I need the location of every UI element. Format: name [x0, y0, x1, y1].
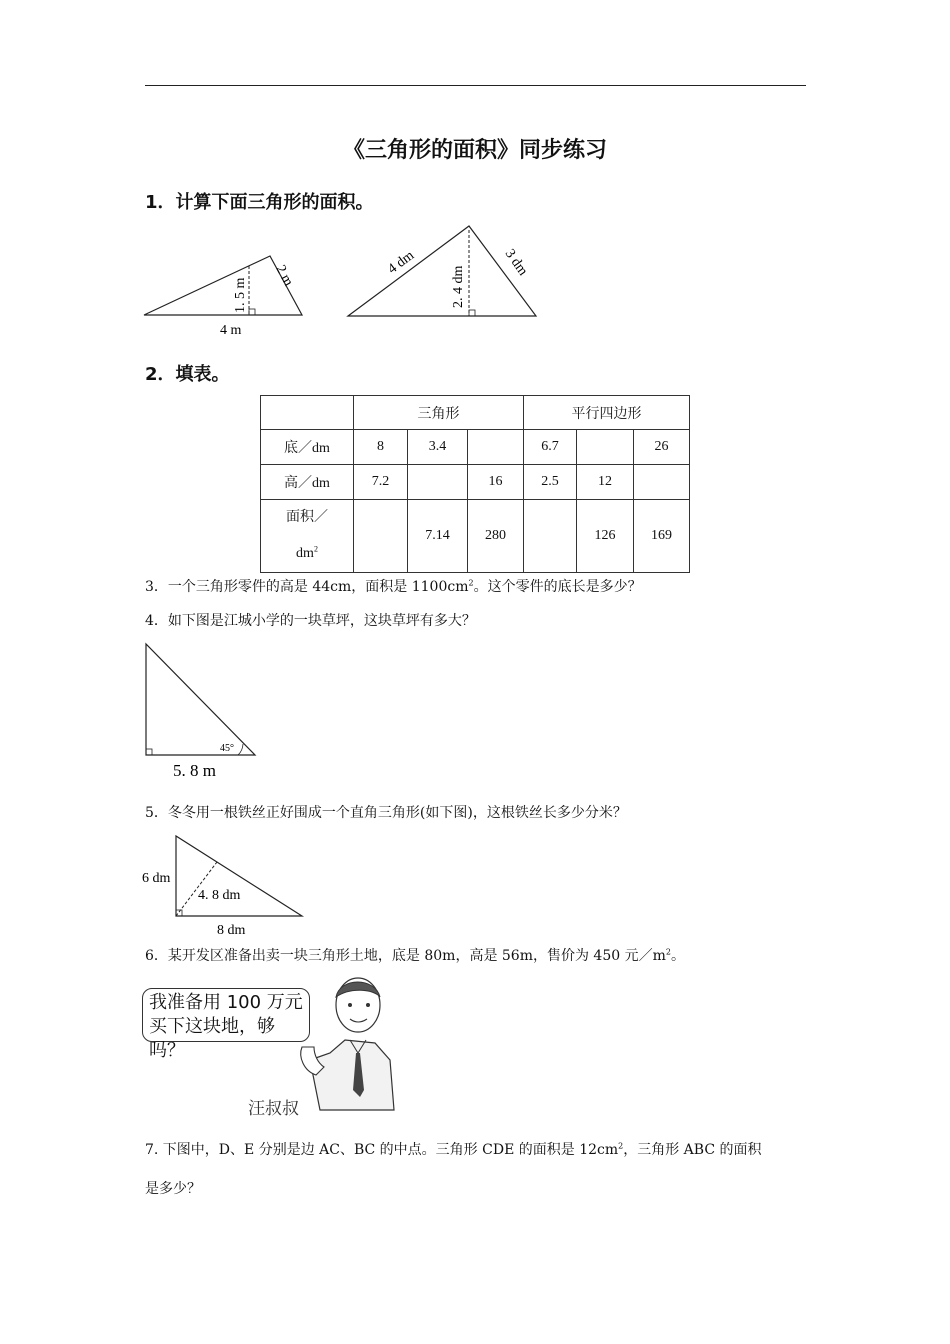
q6-text — [145, 946, 685, 966]
uncle-illustration — [290, 975, 400, 1115]
speech-line-2: 买下这块地，够吗？ — [149, 1016, 275, 1061]
q3-sup: 2 — [468, 578, 474, 588]
table-cell: 6.7 — [524, 430, 577, 465]
table-row — [261, 430, 690, 465]
row-label-area — [261, 500, 354, 573]
table-cell — [524, 500, 577, 573]
q6-text-b: 。 — [670, 948, 685, 964]
table-cell — [468, 430, 524, 465]
table-cell: 16 — [468, 465, 524, 500]
table-cell: 2.5 — [524, 465, 577, 500]
q6-sup: 2 — [665, 947, 671, 957]
table-cell: 280 — [468, 500, 524, 573]
q4-base-label: 5. 8 m — [173, 761, 216, 780]
table-cell — [577, 430, 634, 465]
q4-angle-label: 45° — [220, 743, 234, 754]
table-cell: 3.4 — [408, 430, 468, 465]
q7-text-a: 7. 下图中，D、E 分别是边 AC、BC 的中点。三角形 CDE 的面积是 12cm — [145, 1142, 619, 1158]
q5-left-label: 6 dm — [142, 871, 171, 886]
table-group-triangle: 三角形 — [354, 396, 524, 430]
table-cell: 26 — [634, 430, 690, 465]
q5-text: 5．冬冬用一根铁丝正好围成一个直角三角形(如下图)，这根铁丝长多少分米？ — [145, 805, 627, 821]
table-row — [261, 500, 690, 573]
wire-triangle — [176, 836, 302, 916]
q4-text: 4．如下图是江城小学的一块草坪，这块草坪有多大？ — [145, 613, 476, 629]
right-angle-mark — [146, 749, 152, 755]
q7-line-2: 是多少？ — [145, 1181, 201, 1197]
fill-table — [260, 395, 690, 573]
table-cell: 126 — [577, 500, 634, 573]
table-cell: 8 — [354, 430, 408, 465]
table-cell: 7.2 — [354, 465, 408, 500]
triangle-1-shape — [144, 256, 302, 315]
table-cell: 169 — [634, 500, 690, 573]
q4-figure — [140, 638, 280, 783]
triangle-1-side-label: 2 m — [272, 262, 296, 289]
table-cell — [408, 465, 468, 500]
triangle-2-right-label: 3 dm — [501, 246, 531, 279]
speech-line-1: 我准备用 100 万元 — [149, 992, 303, 1013]
q5-figure — [140, 830, 310, 940]
right-angle-mark — [249, 309, 255, 315]
row-label-base: 底／dm — [261, 430, 354, 465]
table-cell — [634, 465, 690, 500]
character-name: 汪叔叔 — [248, 1099, 299, 1119]
header-rule — [145, 85, 806, 86]
triangle-2-height-label: 2. 4 dm — [451, 265, 466, 308]
right-angle-mark — [469, 310, 475, 316]
row-label-area-line2 — [261, 536, 353, 572]
speech-bubble — [142, 988, 310, 1061]
q5-base-label: 8 dm — [217, 923, 246, 938]
q3-text-b: 。这个零件的底长是多少？ — [473, 579, 642, 595]
triangle-1-height-label: 1. 5 m — [233, 277, 248, 313]
q7-text-b: ，三角形 ABC 的面积 — [623, 1142, 762, 1158]
row-label-area-line1: 面积／ — [286, 510, 328, 525]
lawn-triangle — [146, 644, 255, 755]
q3-text-a: 3．一个三角形零件的高是 44cm，面积是 1100cm — [145, 579, 469, 595]
table-group-parallelogram: 平行四边形 — [524, 396, 690, 430]
area-unit-sup: 2 — [313, 544, 318, 554]
table-corner-cell — [261, 396, 354, 430]
q2-heading: 2．填表。 — [145, 364, 230, 385]
row-label-height: 高／dm — [261, 465, 354, 500]
q1-heading: 1．计算下面三角形的面积。 — [145, 192, 374, 213]
table-row — [261, 465, 690, 500]
triangle-1-base-label: 4 m — [220, 323, 242, 338]
table-cell — [354, 500, 408, 573]
q7-line-1 — [145, 1140, 762, 1160]
q5-height-label: 4. 8 dm — [198, 888, 241, 903]
q7-sup: 2 — [618, 1141, 624, 1151]
area-unit: dm — [296, 546, 314, 561]
q6-text-a: 6．某开发区准备出卖一块三角形土地，底是 80m，高是 56m，售价为 450 元／m — [145, 948, 666, 964]
q3-text — [145, 577, 642, 597]
page-title: 《三角形的面积》同步练习 — [342, 138, 607, 163]
triangle-2-shape — [348, 226, 536, 316]
triangle-2-left-label: 4 dm — [385, 248, 418, 278]
q1-figures — [140, 220, 560, 345]
angle-arc — [238, 744, 243, 755]
table-cell: 7.14 — [408, 500, 468, 573]
table-cell: 12 — [577, 465, 634, 500]
